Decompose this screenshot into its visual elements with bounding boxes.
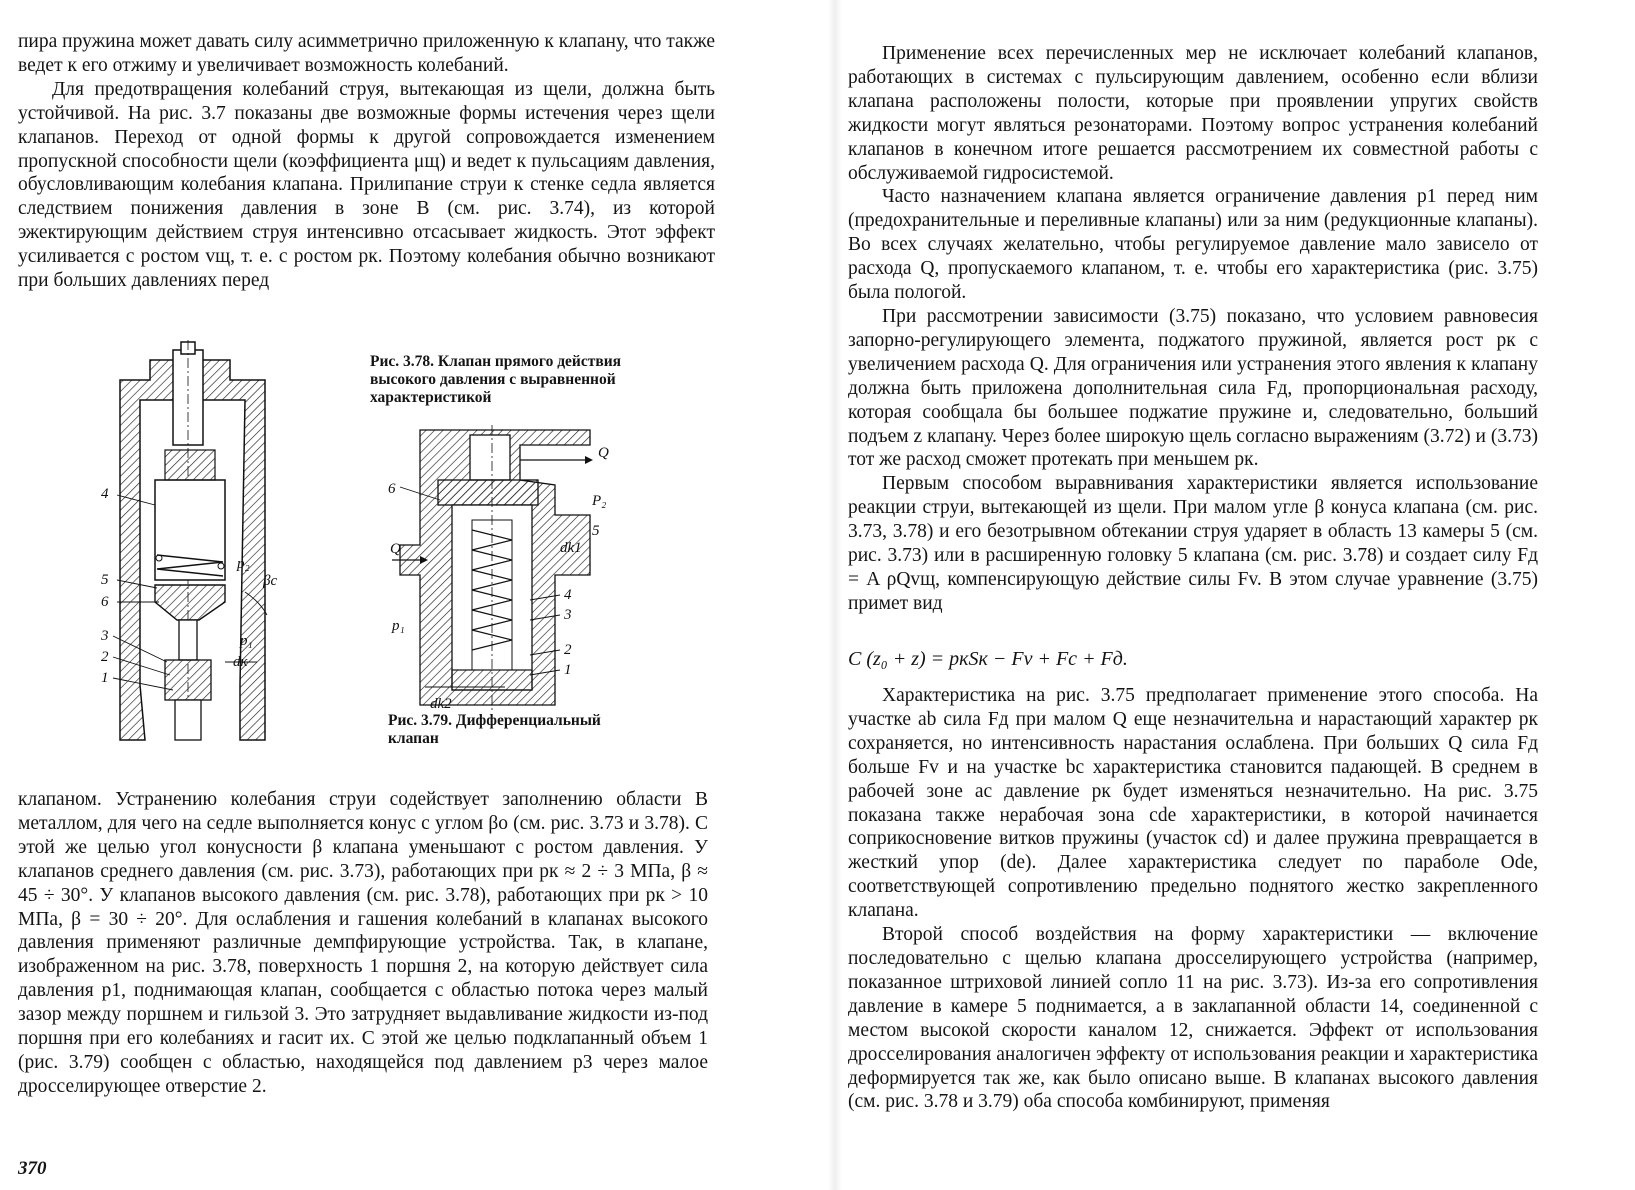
left-page — [0, 0, 800, 1190]
fig378-label-beta: βс — [263, 573, 278, 589]
fig379-label-3: 3 — [564, 607, 572, 623]
left-paragraph-1: пира пружина может давать силу асимметрично приложенную к клапану, что также ведет к его отжиму и увеличивает возможность колебаний. — [18, 31, 715, 76]
left-paragraph-2: Для предотвращения колебаний струя, вытекающая из щели, должна быть устойчивой. На рис. 3.7 показаны две возможные формы истечения через щели клапанов. Переход от одной формы к другой сопровождается изменением пропускной способности щели (коэффициента μщ) и ведет к пульсациям давления, обусловливающим колебания клапана. Прилипание струи к стенке седла является следствием понижения давления в зоне В (см. рис. 3.74), из которой эжектирующим действием струя интенсивно отсасывает жидкость. Этот эффект усиливается с ростом vщ, т. е. с ростом pк. Поэтому колебания обычно возникают при больших давлениях перед — [18, 78, 715, 292]
right-paragraph-1: Применение всех перечисленных мер не исключает колебаний клапанов, работающих в системах с пульсирующим давлением, особенно если вблизи клапана расположены полости, которые при проявлении упругих свойств жидкости могут являться резонаторами. Поэтому вопрос устранения колебаний клапанов в конечном итоге решается рассмотрением их совместной работы с обслуживаемой гидросистемой. — [848, 43, 1538, 184]
fig379-label-2: 2 — [564, 642, 572, 658]
fig379-label-q-left: Q — [390, 541, 401, 557]
caption-fig-3-79: Рис. 3.79. Дифференциальный клапан — [388, 712, 601, 747]
figure-3-78-drawing — [95, 340, 295, 745]
right-text-top — [848, 42, 1538, 616]
fig379-label-5: 5 — [592, 523, 600, 539]
fig378-label-3: 3 — [101, 628, 109, 644]
fig378-label-6: 6 — [101, 594, 109, 610]
caption-fig-3-78: Рис. 3.78. Клапан прямого действия высокого давления с выравненной характеристикой — [370, 353, 622, 406]
right-text-bottom — [848, 684, 1538, 1114]
fig378-label-dk: dк — [233, 654, 248, 670]
right-paragraph-4: Первым способом выравнивания характеристики является использование реакции струи, вытекающей из щели. При малом угле β конуса клапана (см. рис. 3.73, 3.78) и его безотрывном обтекании струя ударяет в область 13 камеры 5 (см. рис. 3.73) или в расширенную головку 5 клапана (см. рис. 3.78) и создает силу Fд = A ρQvщ, компенсирующую действие силы Fv. В этом случае уравнение (3.75) примет вид — [848, 473, 1538, 614]
figure-3-79-drawing — [380, 425, 610, 710]
left-text-top — [18, 30, 715, 293]
fig379-label-p1: p₁ — [392, 618, 405, 634]
equation: C (z₀ + z) = pкSк − Fv + Fс + Fд. — [848, 648, 1128, 670]
right-paragraph-3: При рассмотрении зависимости (3.75) показано, что условием равновесия запорно-регулирующего элемента, поджатого пружиной, является рост pк с увеличением расхода Q. Для ограничения или устранения этого явления к клапану должна быть приложена дополнительная сила Fд, пропорциональная расходу, которая сообщала бы большее поджатие пружине и, следовательно, больший подъем z клапану. Через более широкую щель согласно выражениям (3.72) и (3.73) тот же расход сможет протекать при меньшем pк. — [848, 305, 1538, 471]
fig378-label-5: 5 — [101, 572, 109, 588]
fig378-label-p2: p₂ — [237, 556, 250, 572]
right-paragraph-5: Характеристика на рис. 3.75 предполагает применение этого способа. На участке ab сила Fд при малом Q еще незначительна и нарастающий характер pк сохраняется, но интенсивность нарастания ослаблена. При больших Q сила Fд больше Fv и на участке bc характеристика становится падающей. В среднем в рабочей зоне ac давление pк будет изменяться незначительно. На рис. 3.75 показана также нерабочая зона cde характеристики, в которой начинается соприкосновение витков пружины (участок cd) и далее пружина превращается в жесткий упор (de). Далее характеристика следует по параболе Ode, соответствующей сопротивлению предельно поднятого жестко закрепленного клапана. — [848, 685, 1538, 922]
fig379-label-4: 4 — [564, 587, 572, 603]
fig378-label-2: 2 — [101, 649, 109, 665]
fig379-label-6: 6 — [388, 481, 396, 497]
book-gutter — [828, 0, 842, 1190]
fig378-label-1: 1 — [101, 670, 109, 686]
fig379-label-1: 1 — [564, 662, 572, 678]
fig379-label-q-top: Q — [598, 445, 609, 461]
fig378-label-p1: p₁ — [240, 633, 253, 649]
fig379-label-p2: P₂ — [592, 493, 607, 509]
fig379-label-dk2: dk2 — [430, 696, 452, 710]
page-number: 370 — [18, 1158, 47, 1179]
left-text-bottom — [18, 788, 708, 1099]
left-paragraph-3: клапаном. Устранению колебания струи содействует заполнению области В металлом, для чего на седле выполняется конус с углом βо (см. рис. 3.73 и 3.78). С этой же целью угол конусности β клапана уменьшают с ростом давления. У клапанов среднего давления (см. рис. 3.73), работающих при pк ≈ 2 ÷ 3 МПа, β ≈ 45 ÷ 30°. У клапанов высокого давления (см. рис. 3.78), работающих при pк > 10 МПа, β = 30 ÷ 20°. Для ослабления и гашения колебаний в клапанах высокого давления применяют различные демпфирующие устройства. Так, в клапане, изображенном на рис. 3.78, поверхность 1 поршня 2, на которую действует сила давления p1, поднимающая клапан, сообщается с областью потока через малый зазор между поршнем и гильзой 3. Это затрудняет выдавливание жидкости из-под поршня при его колебаниях и гасит их. С этой же целью подклапанный объем 1 (рис. 3.79) сообщен с областью, находящейся под давлением p3 через малое дросселирующее отверстие 2. — [18, 789, 708, 1097]
fig379-label-dk1: dk1 — [560, 540, 582, 556]
fig378-label-4: 4 — [101, 486, 109, 502]
right-paragraph-2: Часто назначением клапана является ограничение давления p1 перед ним (предохранительные и переливные клапаны) или за ним (редукционные клапаны). Во всех случаях желательно, чтобы регулируемое давление мало зависело от расхода Q, пропускаемого клапаном, т. е. чтобы его характеристика (рис. 3.75) была пологой. — [848, 186, 1538, 304]
right-paragraph-6: Второй способ воздействия на форму характеристики — включение последовательно с щелью клапана дросселирующего устройства (например, показанное штриховой линией сопло 11 на рис. 3.73). Из-за его сопротивления давление в камере 5 поднимается, а в заклапанной области 14, соединенной с местом высокой скорости каналом 12, снижается. Эффект от использования дросселирования аналогичен эффекту от использования реакции и характеристика деформируется так же, как было описано выше. В клапанах высокого давления (см. рис. 3.78 и 3.79) оба способа комбинируют, применяя — [848, 924, 1538, 1113]
